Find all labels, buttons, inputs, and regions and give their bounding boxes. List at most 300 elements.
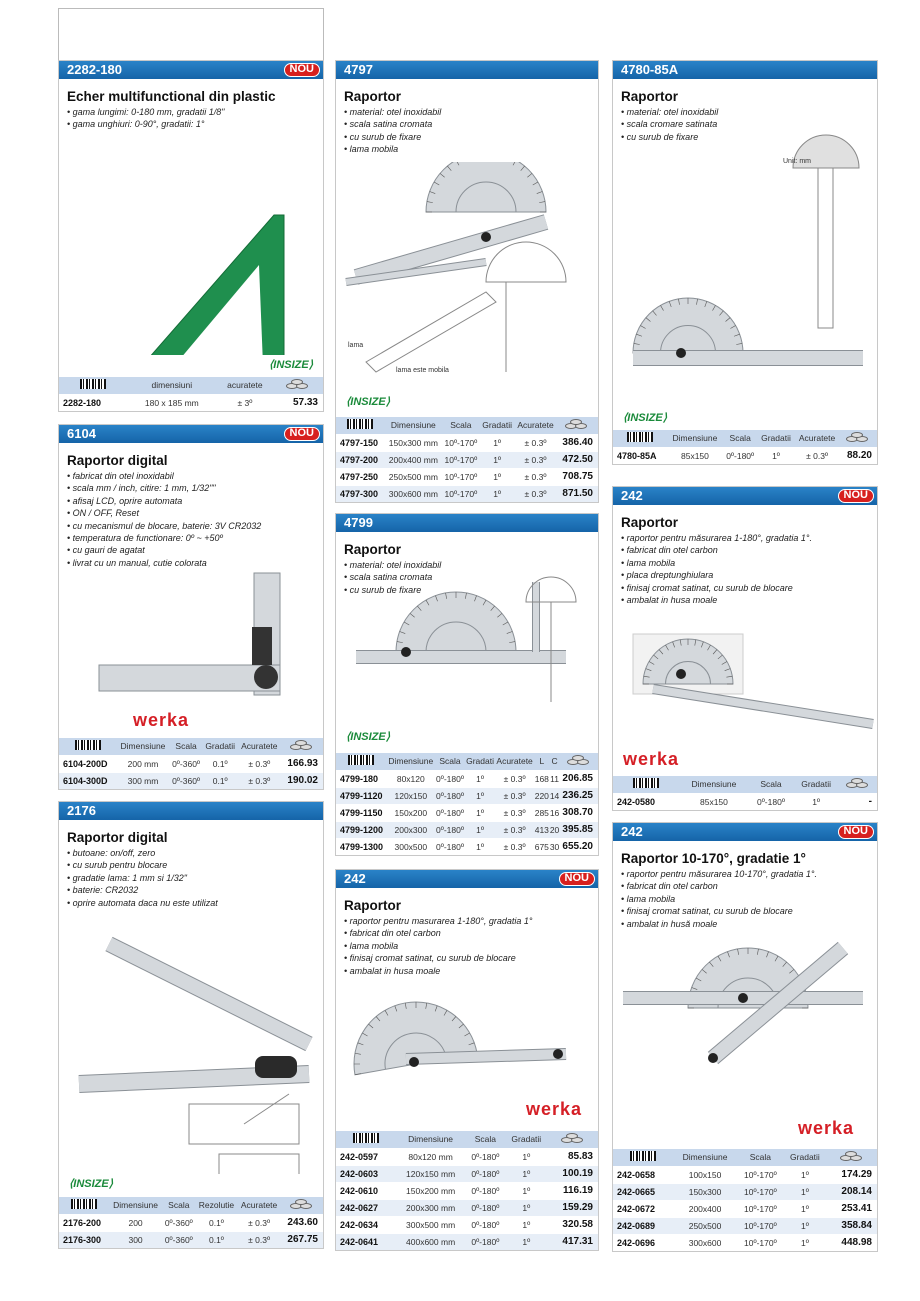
- table-header-row: [336, 753, 598, 770]
- column-header: [613, 776, 679, 793]
- spec-cell: 0.1º: [195, 1231, 237, 1248]
- price: 472.50: [557, 451, 598, 468]
- column-header: Dimensiune: [109, 1197, 162, 1214]
- column-header: Gradatii: [505, 1131, 547, 1148]
- price: 174.29: [826, 1166, 877, 1183]
- price: 206.85: [560, 770, 598, 787]
- spec-cell: ± 0.3º: [794, 447, 839, 464]
- spec-cell: ± 3º: [216, 394, 274, 411]
- new-badge: NOU: [838, 825, 874, 839]
- column-header: Scala: [170, 738, 203, 755]
- spec-cell: 150x200 mm: [396, 1182, 466, 1199]
- table-row[interactable]: [59, 1231, 323, 1248]
- table-row[interactable]: [336, 1182, 598, 1199]
- price: 358.84: [826, 1217, 877, 1234]
- article-code: 4799-1120: [336, 787, 387, 804]
- feature-item: • fabricat din otel carbon: [621, 544, 877, 556]
- price-table: [59, 377, 323, 411]
- feature-item: • cu surub de fixare: [344, 131, 598, 143]
- spec-cell: 0º-180º: [749, 793, 793, 810]
- price: 320.58: [547, 1216, 598, 1233]
- spec-cell: 220: [534, 787, 549, 804]
- column-header: Dimensiune: [667, 430, 723, 447]
- spec-cell: 14: [549, 787, 559, 804]
- column-header: Scala: [737, 1149, 784, 1166]
- column-header: Gradatii: [203, 738, 238, 755]
- spec-cell: 150x200: [387, 804, 435, 821]
- column-header: Gradatii: [758, 430, 795, 447]
- barcode-icon: [630, 1151, 656, 1161]
- column-header: [826, 1149, 877, 1166]
- spec-cell: ± 0.3º: [495, 787, 534, 804]
- spec-cell: 0º-180º: [435, 770, 465, 787]
- spec-cell: 1º: [793, 793, 840, 810]
- feature-list: [621, 868, 877, 930]
- spec-cell: 1º: [480, 485, 515, 502]
- article-code: 242-0580: [613, 793, 679, 810]
- spec-cell: 250x500 mm: [385, 468, 442, 485]
- spec-cell: 10º-170º: [442, 434, 480, 451]
- column-header: [839, 776, 877, 793]
- product-image: [59, 205, 323, 355]
- feature-item: • scala satina cromata: [344, 571, 598, 583]
- column-header: Scala: [162, 1197, 195, 1214]
- column-header: [59, 1197, 109, 1214]
- feature-item: • fabricat din otel carbon: [344, 927, 598, 939]
- spec-cell: ± 0.3º: [514, 451, 556, 468]
- spec-cell: ± 0.3º: [495, 804, 534, 821]
- column-header: Acuratete: [237, 1197, 280, 1214]
- article-code: 4799-180: [336, 770, 387, 787]
- spec-cell: 1º: [480, 434, 515, 451]
- price: 448.98: [826, 1234, 877, 1251]
- feature-item: • raportor pentru măsurarea 1-180°, gradatia 1°.: [621, 532, 877, 544]
- spec-cell: 85x150: [679, 793, 749, 810]
- product-code: 6104: [67, 426, 96, 441]
- diagram-label: lama: [348, 342, 364, 349]
- table-header-row: [336, 417, 598, 434]
- article-code: 242-0634: [336, 1216, 396, 1233]
- product-title: Raportor: [621, 89, 678, 104]
- table-row[interactable]: [613, 1166, 877, 1183]
- price: 57.33: [274, 394, 323, 411]
- price: 159.29: [547, 1199, 598, 1216]
- feature-item: • gradatie lama: 1 mm si 1/32": [67, 872, 323, 884]
- table-row[interactable]: [336, 770, 598, 787]
- price: 243.60: [281, 1214, 323, 1231]
- table-row[interactable]: [336, 485, 598, 502]
- spec-cell: 0º-180º: [465, 1165, 505, 1182]
- spec-cell: 0º-180º: [465, 1216, 505, 1233]
- column-header: Dimensiune: [385, 417, 442, 434]
- feature-item: • afisaj LCD, oprire automata: [67, 495, 323, 507]
- spec-cell: 250x500: [673, 1217, 737, 1234]
- feature-item: • material: otel inoxidabil: [621, 106, 877, 118]
- spec-cell: 0º-180º: [435, 821, 465, 838]
- spec-cell: ± 0.3º: [238, 755, 281, 772]
- price-table: [336, 417, 598, 502]
- spec-cell: 10º-170º: [737, 1183, 784, 1200]
- spec-cell: 1º: [784, 1183, 826, 1200]
- spec-cell: 1º: [758, 447, 795, 464]
- column-header: Acuratete: [238, 738, 281, 755]
- spec-cell: 1º: [505, 1216, 547, 1233]
- table-row[interactable]: [613, 1183, 877, 1200]
- article-code: 4797-250: [336, 468, 385, 485]
- feature-item: • cu mecanismul de blocare, baterie: 3V CR2032: [67, 520, 323, 532]
- spec-cell: ± 0.3º: [495, 838, 534, 855]
- spec-cell: 1º: [784, 1200, 826, 1217]
- price: 417.31: [547, 1233, 598, 1250]
- spec-cell: 0.1º: [195, 1214, 237, 1231]
- spec-cell: 80x120: [387, 770, 435, 787]
- product-card-4797: [335, 60, 599, 503]
- price: 708.75: [557, 468, 598, 485]
- price-table: [613, 776, 877, 810]
- product-card-4780-85A: [612, 60, 878, 465]
- spec-cell: 150x300 mm: [385, 434, 442, 451]
- diagram-label: Unit: mm: [783, 158, 811, 165]
- feature-item: • fabricat din otel inoxidabil: [67, 470, 323, 482]
- feature-item: • cu surub pentru blocare: [67, 859, 323, 871]
- spec-cell: 1º: [465, 804, 495, 821]
- product-code-header: [59, 425, 323, 443]
- feature-item: • oprire automata daca nu este utilizat: [67, 897, 323, 909]
- article-code: 4780-85A: [613, 447, 667, 464]
- spec-cell: 0º-360º: [162, 1231, 195, 1248]
- spec-cell: 0º-180º: [465, 1233, 505, 1250]
- table-row[interactable]: [59, 1214, 323, 1231]
- table-row[interactable]: [613, 447, 877, 464]
- price-table: [59, 738, 323, 789]
- product-card-2176: [58, 801, 324, 1249]
- feature-list: [621, 106, 877, 143]
- product-title: Raportor 10-170°, gradatie 1°: [621, 851, 806, 866]
- table-row[interactable]: [613, 793, 877, 810]
- feature-item: • ambalat in husa moale: [621, 594, 877, 606]
- price: 871.50: [557, 485, 598, 502]
- product-title: Raportor digital: [67, 830, 168, 845]
- table-row[interactable]: [336, 434, 598, 451]
- spec-cell: 150x300: [673, 1183, 737, 1200]
- product-image: [613, 614, 877, 754]
- column-header: Acuratete: [495, 753, 534, 770]
- spec-cell: 10º-170º: [737, 1166, 784, 1183]
- price-table: [336, 753, 598, 855]
- spec-cell: 11: [549, 770, 559, 787]
- product-code: 242: [621, 488, 643, 503]
- price: 190.02: [281, 772, 323, 789]
- product-title: Raportor: [344, 898, 401, 913]
- article-code: 4797-150: [336, 434, 385, 451]
- spec-cell: 0.1º: [203, 772, 238, 789]
- barcode-icon: [75, 740, 101, 750]
- spec-cell: 1º: [465, 838, 495, 855]
- spec-cell: 1º: [784, 1217, 826, 1234]
- table-header-row: [613, 1149, 877, 1166]
- table-row[interactable]: [59, 755, 323, 772]
- spec-cell: 0º-360º: [170, 755, 203, 772]
- table-row[interactable]: [613, 1217, 877, 1234]
- column-header: Gradatii: [480, 417, 515, 434]
- spec-cell: 0º-360º: [170, 772, 203, 789]
- product-image: [336, 162, 598, 392]
- table-header-row: [613, 776, 877, 793]
- price: 308.70: [560, 804, 598, 821]
- price-table: [613, 1149, 877, 1251]
- price: 655.20: [560, 838, 598, 855]
- feature-item: • lama mobila: [621, 557, 877, 569]
- product-code-header: [336, 870, 598, 888]
- product-code: 4797: [344, 62, 373, 77]
- article-code: 242-0603: [336, 1165, 396, 1182]
- article-code: 6104-200D: [59, 755, 116, 772]
- price: 386.40: [557, 434, 598, 451]
- column-header: [840, 430, 877, 447]
- spec-cell: 85x150: [667, 447, 723, 464]
- feature-item: • ON / OFF, Reset: [67, 507, 323, 519]
- article-code: 242-0672: [613, 1200, 673, 1217]
- table-row[interactable]: [336, 838, 598, 855]
- table-row[interactable]: [336, 1216, 598, 1233]
- feature-item: • cu surub de fixare: [344, 584, 598, 596]
- price-coins-icon: [567, 755, 591, 765]
- feature-item: • temperatura de functionare: 0º ~ +50º: [67, 532, 323, 544]
- product-title: Raportor: [344, 542, 401, 557]
- product-card-2282-180: [58, 60, 324, 412]
- column-header: [59, 377, 128, 394]
- spec-cell: 120x150 mm: [396, 1165, 466, 1182]
- spec-cell: 0º-180º: [435, 838, 465, 855]
- spec-cell: 120x150: [387, 787, 435, 804]
- column-header: Acuratete: [514, 417, 556, 434]
- spec-cell: ± 0.3º: [514, 434, 556, 451]
- price-table: [336, 1131, 598, 1250]
- spec-cell: ± 0.3º: [495, 821, 534, 838]
- table-header-row: [59, 377, 323, 394]
- feature-item: • scala satina cromata: [344, 118, 598, 130]
- article-code: 4797-300: [336, 485, 385, 502]
- table-row[interactable]: [613, 1234, 877, 1251]
- table-row[interactable]: [336, 1165, 598, 1182]
- feature-item: • cu gauri de agatat: [67, 544, 323, 556]
- price: 88.20: [840, 447, 877, 464]
- product-code-header: [59, 802, 323, 820]
- column-header: Dimensiune: [116, 738, 169, 755]
- product-code: 4799: [344, 515, 373, 530]
- spec-cell: 30: [549, 838, 559, 855]
- spec-cell: 1º: [465, 770, 495, 787]
- column-header: Scala: [442, 417, 480, 434]
- spec-cell: 1º: [784, 1166, 826, 1183]
- price-coins-icon: [846, 778, 870, 788]
- article-code: 2176-200: [59, 1214, 109, 1231]
- price-table: [613, 430, 877, 464]
- product-title: Raportor: [621, 515, 678, 530]
- spec-cell: 10º-170º: [442, 468, 480, 485]
- barcode-icon: [71, 1199, 97, 1209]
- feature-item: • cu surub de fixare: [621, 131, 877, 143]
- barcode-icon: [348, 755, 374, 765]
- feature-item: • lama mobila: [344, 143, 598, 155]
- column-header: L: [534, 753, 549, 770]
- spec-cell: 300: [109, 1231, 162, 1248]
- feature-item: • ambalat in husă moale: [621, 918, 877, 930]
- spec-cell: 200x300 mm: [396, 1199, 466, 1216]
- price-coins-icon: [840, 1151, 864, 1161]
- brand-logo: werka: [623, 749, 680, 769]
- product-card-6104: [58, 424, 324, 790]
- article-code: 242-0696: [613, 1234, 673, 1251]
- spec-cell: 300x600: [673, 1234, 737, 1251]
- column-header: [560, 753, 598, 770]
- feature-item: • lama mobila: [621, 893, 877, 905]
- spec-cell: ± 0.3º: [237, 1214, 280, 1231]
- table-row[interactable]: [336, 468, 598, 485]
- table-row[interactable]: [336, 1233, 598, 1250]
- table-row[interactable]: [59, 772, 323, 789]
- article-code: 242-0597: [336, 1148, 396, 1165]
- feature-item: • gama unghiuri: 0-90°, gradatii: 1°: [67, 118, 323, 130]
- product-code: 242: [621, 824, 643, 839]
- article-code: 242-0665: [613, 1183, 673, 1200]
- table-row[interactable]: [59, 394, 323, 411]
- article-code: 4799-1150: [336, 804, 387, 821]
- diagram-label: lama este mobila: [396, 367, 449, 374]
- product-code: 242: [344, 871, 366, 886]
- brand-logo: ⟨INSIZE⟩: [623, 412, 668, 424]
- spec-cell: 20: [549, 821, 559, 838]
- price-coins-icon: [290, 1199, 314, 1209]
- column-header: Rezolutie: [195, 1197, 237, 1214]
- column-header: Dimensiune: [679, 776, 749, 793]
- column-header: Acuratete: [794, 430, 839, 447]
- price: 100.19: [547, 1165, 598, 1182]
- spec-cell: 180 x 185 mm: [128, 394, 216, 411]
- product-image: [59, 934, 323, 1174]
- price-coins-icon: [290, 740, 314, 750]
- spec-cell: 0º-180º: [435, 804, 465, 821]
- spec-cell: 0.1º: [203, 755, 238, 772]
- column-header: Dimensiune: [387, 753, 435, 770]
- spec-cell: 1º: [505, 1182, 547, 1199]
- product-code-header: [613, 487, 877, 505]
- spec-cell: ± 0.3º: [495, 770, 534, 787]
- table-row[interactable]: [613, 1200, 877, 1217]
- article-code: 242-0627: [336, 1199, 396, 1216]
- price: 208.14: [826, 1183, 877, 1200]
- article-code: 2176-300: [59, 1231, 109, 1248]
- feature-item: • raportor pentru măsurarea 10-170°, gradatia 1°.: [621, 868, 877, 880]
- brand-logo: ⟨INSIZE⟩: [346, 396, 391, 408]
- table-row[interactable]: [336, 1199, 598, 1216]
- price: -: [839, 793, 877, 810]
- brand-logo: werka: [798, 1118, 855, 1138]
- product-code-header: [336, 514, 598, 532]
- feature-item: • gama lungimi: 0-180 mm, gradatii 1/8": [67, 106, 323, 118]
- feature-list: [344, 559, 598, 596]
- feature-list: [344, 106, 598, 156]
- feature-item: • butoane: on/off, zero: [67, 847, 323, 859]
- column-header: Gradatii: [784, 1149, 826, 1166]
- column-header: Dimensiune: [396, 1131, 466, 1148]
- table-row[interactable]: [336, 804, 598, 821]
- spec-cell: 675: [534, 838, 549, 855]
- spec-cell: 10º-170º: [737, 1217, 784, 1234]
- table-row[interactable]: [336, 787, 598, 804]
- product-code-header: [59, 61, 323, 79]
- spec-cell: 10º-170º: [442, 485, 480, 502]
- feature-item: • finisaj cromat satinat, cu surub de blocare: [621, 905, 877, 917]
- table-row[interactable]: [336, 1148, 598, 1165]
- feature-item: • finisaj cromat satinat, cu surub de blocare: [621, 582, 877, 594]
- feature-item: • ambalat in husa moale: [344, 965, 598, 977]
- spec-cell: 10º-170º: [737, 1200, 784, 1217]
- column-header: acuratete: [216, 377, 274, 394]
- article-code: 4799-1300: [336, 838, 387, 855]
- spec-cell: 0º-180º: [465, 1199, 505, 1216]
- spec-cell: 1º: [784, 1234, 826, 1251]
- barcode-icon: [353, 1133, 379, 1143]
- price: 236.25: [560, 787, 598, 804]
- product-code-header: [336, 61, 598, 79]
- spec-cell: 300x500: [387, 838, 435, 855]
- column-header: Scala: [723, 430, 758, 447]
- column-header: Scala: [465, 1131, 505, 1148]
- spec-cell: ± 0.3º: [238, 772, 281, 789]
- column-header: [281, 738, 323, 755]
- barcode-icon: [347, 419, 373, 429]
- spec-cell: 0º-180º: [435, 787, 465, 804]
- spec-cell: 400x600 mm: [396, 1233, 466, 1250]
- price: 85.83: [547, 1148, 598, 1165]
- column-header: [336, 753, 387, 770]
- column-header: C: [549, 753, 559, 770]
- feature-item: • material: otel inoxidabil: [344, 559, 598, 571]
- brand-logo: werka: [133, 710, 190, 730]
- price-coins-icon: [565, 419, 589, 429]
- product-card-242: [335, 869, 599, 1251]
- spec-cell: 0º-180º: [465, 1148, 505, 1165]
- feature-list: [67, 106, 323, 131]
- feature-item: • raportor pentru masurarea 1-180°, gradatia 1°: [344, 915, 598, 927]
- spec-cell: 1º: [465, 787, 495, 804]
- table-header-row: [59, 738, 323, 755]
- new-badge: NOU: [284, 63, 320, 77]
- column-header: Scala: [435, 753, 465, 770]
- feature-item: • lama mobila: [344, 940, 598, 952]
- column-header: [281, 1197, 323, 1214]
- spec-cell: 0º-180º: [465, 1182, 505, 1199]
- product-code-header: [613, 61, 877, 79]
- brand-logo: ⟨INSIZE⟩: [346, 731, 391, 743]
- spec-cell: 1º: [465, 821, 495, 838]
- table-row[interactable]: [336, 451, 598, 468]
- table-row[interactable]: [336, 821, 598, 838]
- column-header: Gradati: [465, 753, 495, 770]
- product-code: 2176: [67, 803, 96, 818]
- product-card-242: [612, 486, 878, 811]
- price: 267.75: [281, 1231, 323, 1248]
- column-header: [59, 738, 116, 755]
- barcode-icon: [633, 778, 659, 788]
- table-header-row: [59, 1197, 323, 1214]
- new-badge: NOU: [838, 489, 874, 503]
- spec-cell: 300 mm: [116, 772, 169, 789]
- feature-item: • placa dreptunghiulara: [621, 569, 877, 581]
- product-image: [613, 108, 877, 408]
- article-code: 242-0689: [613, 1217, 673, 1234]
